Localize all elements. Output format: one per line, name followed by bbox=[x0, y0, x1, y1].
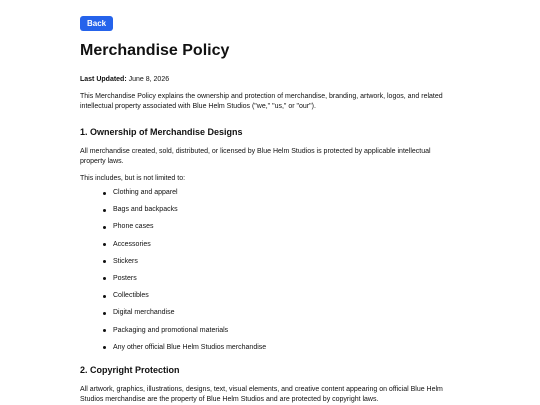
list-item-text: Packaging and promotional materials bbox=[113, 326, 229, 334]
list-item bbox=[103, 308, 460, 318]
list-item bbox=[103, 291, 460, 301]
list-item-text: Digital merchandise bbox=[113, 309, 175, 317]
list-item bbox=[103, 205, 460, 215]
section-paragraph-copyright: All artwork, graphics, illustrations, designs, text, visual elements, and creative content appearing on official Blue Helm Studios merchandise are the property of Blue Helm Studios and are protected by copyright laws. bbox=[80, 385, 443, 403]
list-item-text: Phone cases bbox=[113, 223, 154, 231]
bullet-icon bbox=[103, 312, 106, 315]
list-item-text: Stickers bbox=[113, 257, 138, 265]
last-updated bbox=[80, 75, 460, 85]
merchandise-list bbox=[80, 188, 460, 353]
bullet-icon bbox=[103, 226, 106, 229]
list-item-text: Any other official Blue Helm Studios merchandise bbox=[113, 343, 267, 351]
list-item bbox=[103, 326, 460, 336]
bullet-icon bbox=[103, 295, 106, 298]
section-paragraph-ownership: All merchandise created, sold, distributed, or licensed by Blue Helm Studios is protected by applicable intellectual property laws. bbox=[80, 148, 431, 165]
list-intro: This includes, but is not limited to: bbox=[80, 175, 186, 182]
section-heading-copyright: 2. Copyright Protection bbox=[80, 364, 180, 375]
list-item-text: Posters bbox=[113, 274, 137, 282]
section-heading-ownership: 1. Ownership of Merchandise Designs bbox=[80, 127, 243, 137]
bullet-icon bbox=[103, 192, 106, 195]
list-item bbox=[103, 240, 460, 250]
back-button[interactable]: Back bbox=[80, 16, 113, 31]
last-updated-label: Last Updated: bbox=[80, 76, 127, 83]
list-item bbox=[103, 343, 460, 353]
bullet-icon bbox=[103, 277, 106, 280]
bullet-icon bbox=[103, 329, 106, 332]
list-item-text: Clothing and apparel bbox=[113, 189, 178, 196]
bullet-icon bbox=[103, 260, 106, 263]
list-item bbox=[103, 274, 460, 284]
list-item-text: Bags and backpacks bbox=[113, 206, 178, 214]
list-item bbox=[103, 188, 460, 198]
list-item-text: Accessories bbox=[113, 240, 151, 248]
bullet-icon bbox=[103, 209, 106, 212]
last-updated-date: June 8, 2026 bbox=[128, 76, 170, 83]
list-item bbox=[103, 222, 460, 232]
bullet-icon bbox=[103, 243, 106, 246]
list-item-text: Collectibles bbox=[113, 292, 149, 300]
bullet-icon bbox=[103, 346, 106, 349]
intro-paragraph: This Merchandise Policy explains the ownership and protection of merchandise, branding, artwork, logos, and related intellectual property associated with Blue Helm Studios ("we," "us," or "our"). bbox=[80, 93, 443, 110]
page-title: Merchandise Policy bbox=[80, 42, 230, 59]
list-item bbox=[103, 257, 460, 267]
